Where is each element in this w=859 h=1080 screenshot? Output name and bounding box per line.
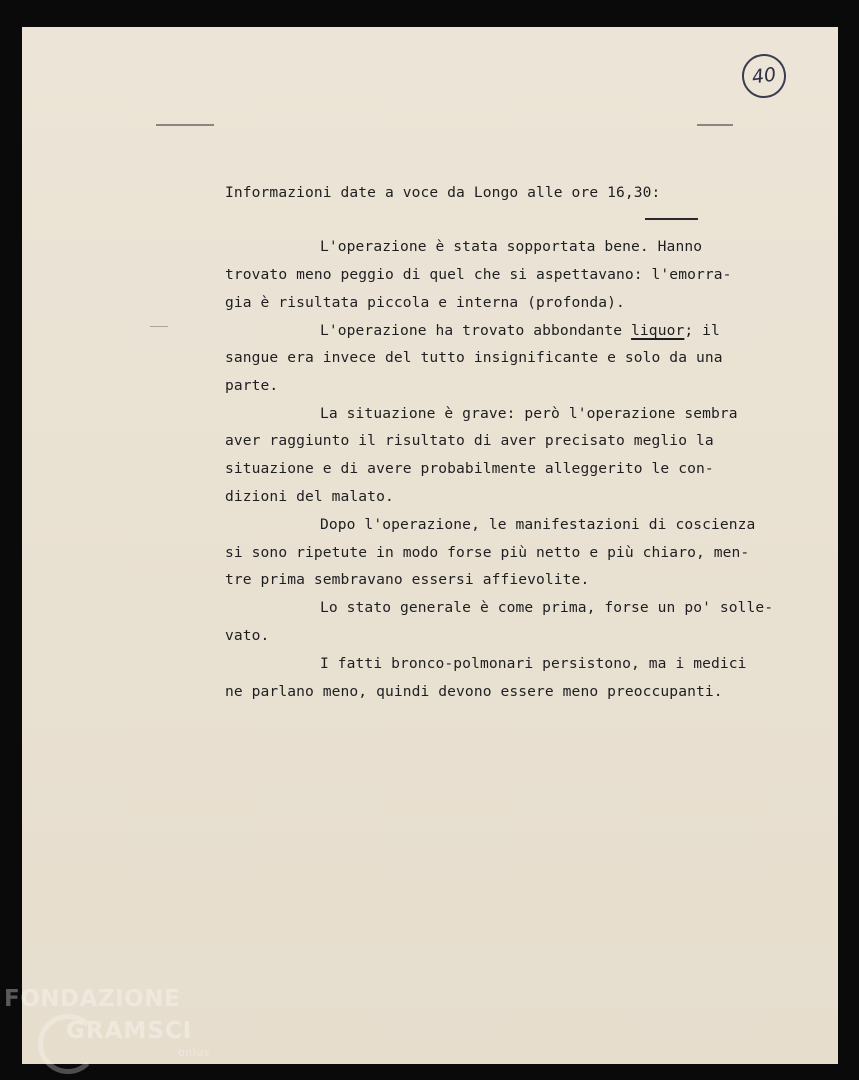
title-underline — [645, 218, 698, 220]
text-line — [225, 377, 278, 394]
text-line — [320, 405, 738, 422]
text-line — [225, 544, 749, 561]
text-line-content: aver raggiunto il risultato di aver precisato meglio la — [225, 432, 714, 449]
text-line — [225, 460, 714, 477]
text-line-content: situazione e di avere probabilmente alleggerito le con- — [225, 460, 714, 477]
document-title: Informazioni date a voce da Longo alle ore 16,30: — [225, 184, 661, 201]
text-line-content: I fatti bronco-polmonari persistono, ma i medici — [320, 655, 747, 672]
archive-watermark-logo — [4, 986, 224, 1076]
text-line-content: gia è risultata piccola e interna (profonda). — [225, 294, 625, 311]
text-line-content: dizioni del malato. — [225, 488, 394, 505]
text-line-content: tre prima sembravano essersi affievolite. — [225, 571, 590, 588]
text-line — [225, 432, 714, 449]
text-line-content: Lo stato generale è come prima, forse un po' solle- — [320, 599, 774, 616]
text-line-content: vato. — [225, 627, 270, 644]
text-line — [225, 683, 723, 700]
text-line-content: ne parlano meno, quindi devono essere meno preoccupanti. — [225, 683, 723, 700]
text-line — [320, 516, 755, 533]
text-line — [225, 266, 732, 283]
text-line-content: parte. — [225, 377, 279, 394]
text-line — [320, 655, 747, 672]
text-line — [225, 349, 723, 366]
text-line — [225, 294, 625, 311]
text-line — [225, 627, 269, 644]
text-line-content: L'operazione ha trovato abbondante — [320, 322, 632, 339]
underlined-word: liquor — [631, 322, 685, 339]
text-line-content: trovato meno peggio di quel che si aspettavano: l'emorra- — [225, 266, 732, 283]
text-line-content: Dopo l'operazione, le manifestazioni di coscienza — [320, 516, 756, 533]
page-number: 40 — [739, 51, 789, 101]
watermark-line-2: GRAMSCI — [66, 1018, 193, 1044]
text-line — [320, 238, 702, 255]
text-line-content: si sono ripetute in modo forse più netto e più chiaro, men- — [225, 544, 750, 561]
text-line — [225, 488, 394, 505]
text-line-content: sangue era invece del tutto insignificante e solo da una — [225, 349, 723, 366]
text-line-content: L'operazione è stata sopportata bene. Hanno — [320, 238, 703, 255]
text-line-content: La situazione è grave: però l'operazione sembra — [320, 405, 738, 422]
watermark-line-1: FONDAZIONE — [4, 986, 181, 1012]
text-line-content: ; il — [684, 322, 720, 339]
text-line — [225, 571, 589, 588]
watermark-line-3: onlus — [178, 1046, 210, 1059]
text-line — [320, 322, 720, 339]
text-line — [320, 599, 773, 616]
